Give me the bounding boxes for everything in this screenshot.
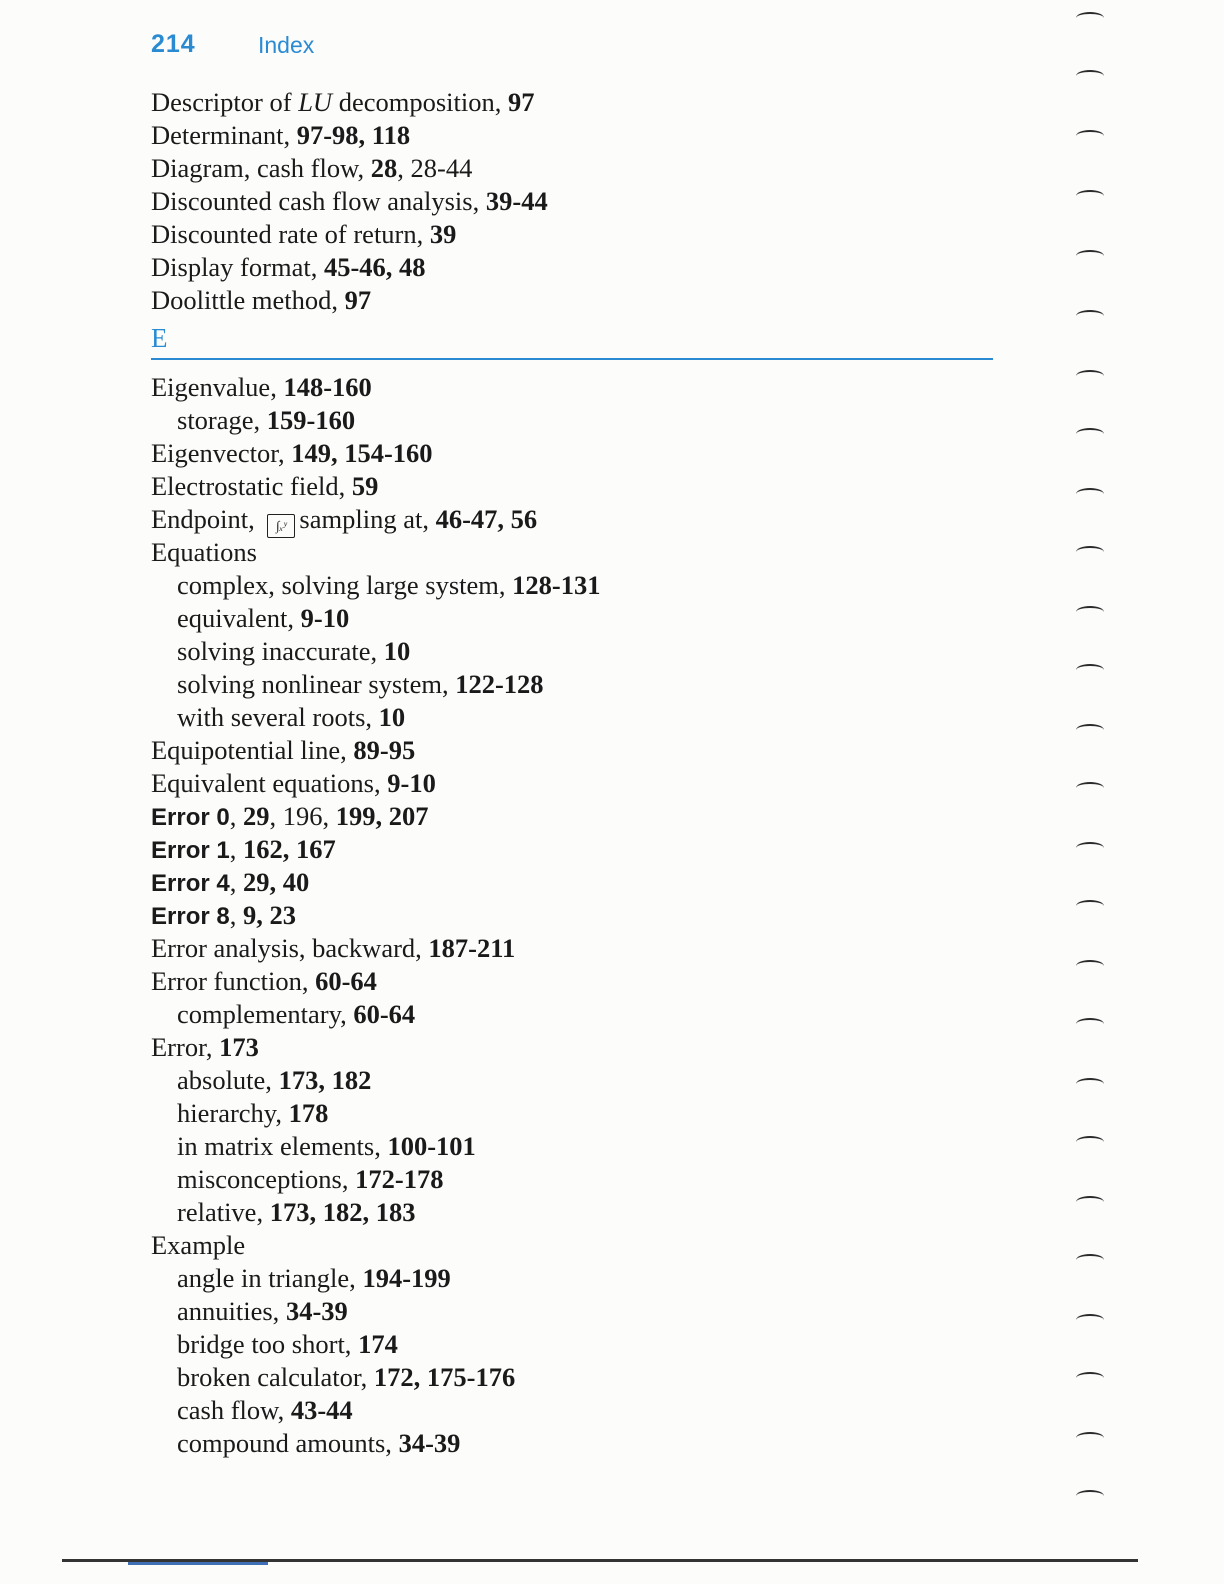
binding-hole-icon <box>1076 724 1104 736</box>
index-subentry <box>151 1295 1011 1328</box>
entry-label: relative, <box>177 1197 270 1227</box>
entry-pages: 199, 207 <box>335 801 429 831</box>
binding-hole-icon <box>1076 428 1104 440</box>
index-subentry <box>151 701 1011 734</box>
entry-label: annuities, <box>177 1296 286 1326</box>
entry-pages-normal: , 196, <box>269 801 336 831</box>
entry-label: Eigenvalue, <box>151 372 284 402</box>
entry-pages: 45-46, 48 <box>323 252 426 282</box>
binding-hole-icon <box>1076 782 1104 794</box>
binding-hole-icon <box>1076 900 1104 912</box>
entry-pages: 100-101 <box>387 1131 476 1161</box>
index-entry <box>151 932 1011 965</box>
index-subentry <box>151 668 1011 701</box>
entry-pages: 173 <box>219 1032 259 1062</box>
binding-hole-icon <box>1076 370 1104 382</box>
entry-pages: 46-47, 56 <box>435 504 538 534</box>
entry-pages: 34-39 <box>285 1296 348 1326</box>
index-subentry <box>151 602 1011 635</box>
entry-separator: , <box>229 867 243 897</box>
entry-pages: 89-95 <box>353 735 416 765</box>
entry-label-italic: LU <box>298 87 333 117</box>
index-entry <box>151 251 1011 284</box>
entry-label: Display format, <box>151 252 324 282</box>
entry-label: misconceptions, <box>177 1164 356 1194</box>
index-subentry <box>151 404 1011 437</box>
entry-pages: 29, 40 <box>242 867 310 897</box>
binding-hole-icon <box>1076 1372 1104 1384</box>
index-entry <box>151 833 1011 866</box>
index-subentry <box>151 635 1011 668</box>
entry-pages: 9-10 <box>300 603 350 633</box>
page-bottom-accent <box>128 1562 268 1565</box>
entry-label: with several roots, <box>177 702 379 732</box>
entry-label: Error analysis, backward, <box>151 933 429 963</box>
entry-label: in matrix elements, <box>177 1131 388 1161</box>
entry-pages: 122-128 <box>455 669 544 699</box>
entry-label: Discounted rate of return, <box>151 219 430 249</box>
entry-pages: 39-44 <box>485 186 548 216</box>
entry-label: Electrostatic field, <box>151 471 352 501</box>
entry-label: equivalent, <box>177 603 301 633</box>
entry-pages: 172, 175-176 <box>373 1362 516 1392</box>
entry-label: compound amounts, <box>177 1428 399 1458</box>
binding-hole-icon <box>1076 1432 1104 1444</box>
entry-pages: 28 <box>370 153 398 183</box>
entry-label: broken calculator, <box>177 1362 374 1392</box>
entry-label: Determinant, <box>151 120 297 150</box>
entry-label: Endpoint, <box>151 504 262 534</box>
binding-hole-icon <box>1076 606 1104 618</box>
entry-pages: 97 <box>508 87 535 117</box>
index-subentry <box>151 1196 1011 1229</box>
index-entry <box>151 371 1011 404</box>
index-subentry <box>151 1394 1011 1427</box>
entry-separator: , <box>229 900 243 930</box>
entry-label: Equivalent equations, <box>151 768 388 798</box>
index-entry <box>151 767 1011 800</box>
index-subentry <box>151 1328 1011 1361</box>
index-entry <box>151 965 1011 998</box>
entry-pages: 59 <box>351 471 379 501</box>
index-subentry <box>151 1427 1011 1460</box>
entry-separator: , <box>229 801 243 831</box>
index-entry <box>151 536 1011 569</box>
entry-pages: 9-10 <box>387 768 436 798</box>
entry-label: cash flow, <box>177 1395 291 1425</box>
index-subentry <box>151 1361 1011 1394</box>
entry-separator: , <box>229 834 243 864</box>
binding-hole-icon <box>1076 842 1104 854</box>
entry-pages: 9, 23 <box>242 900 296 930</box>
binding-hole-icon <box>1076 310 1104 322</box>
index-entry <box>151 899 1011 932</box>
entry-label: solving inaccurate, <box>177 636 384 666</box>
entry-label: Descriptor of <box>151 87 299 117</box>
binding-hole-icon <box>1076 546 1104 558</box>
binding-hole-icon <box>1076 488 1104 500</box>
entry-pages: 60-64 <box>315 966 377 996</box>
entry-label: Diagram, cash flow, <box>151 153 371 183</box>
entry-pages: 97 <box>344 285 372 315</box>
binding-hole-icon <box>1076 960 1104 972</box>
binding-hole-icon <box>1076 1314 1104 1326</box>
entry-pages: 194-199 <box>362 1263 451 1293</box>
index-entry <box>151 119 1011 152</box>
entry-pages-normal: , 28-44 <box>397 153 473 183</box>
entry-label: Doolittle method, <box>151 285 345 315</box>
running-head: Index <box>258 32 315 58</box>
entry-label: absolute, <box>177 1065 279 1095</box>
binding-hole-icon <box>1076 1136 1104 1148</box>
binding-hole-icon <box>1076 12 1104 24</box>
entry-label-error-code: Error 4 <box>151 870 230 897</box>
entry-label-error-code: Error 0 <box>151 804 230 831</box>
entry-label: storage, <box>177 405 267 435</box>
entry-label: bridge too short, <box>177 1329 359 1359</box>
index-subentry <box>151 569 1011 602</box>
index-entry <box>151 437 1011 470</box>
entry-pages: 29 <box>242 801 270 831</box>
index-subentry <box>151 1262 1011 1295</box>
index-entry <box>151 800 1011 833</box>
entry-pages: 187-211 <box>428 933 516 963</box>
integrate-key-icon: ∫ₓʸ <box>267 514 295 538</box>
entry-label: solving nonlinear system, <box>177 669 456 699</box>
binding-hole-icon <box>1076 1018 1104 1030</box>
index-subentry <box>151 1130 1011 1163</box>
entry-pages: 174 <box>358 1329 398 1359</box>
entry-pages: 162, 167 <box>242 834 336 864</box>
entry-pages: 43-44 <box>290 1395 353 1425</box>
index-entry <box>151 284 1011 317</box>
binding-hole-icon <box>1076 1254 1104 1266</box>
entry-pages: 148-160 <box>283 372 372 402</box>
binding-hole-icon <box>1076 70 1104 82</box>
entry-pages: 128-131 <box>512 570 601 600</box>
entry-label-error-code: Error 1 <box>151 837 230 864</box>
entry-pages: 10 <box>383 636 411 666</box>
entry-pages: 39 <box>429 219 457 249</box>
binding-hole-icon <box>1076 250 1104 262</box>
entry-pages: 60-64 <box>353 999 416 1029</box>
index-entry <box>151 185 1011 218</box>
binding-hole-icon <box>1076 1196 1104 1208</box>
index-entry <box>151 1229 1011 1262</box>
index-subentry <box>151 1097 1011 1130</box>
entry-label: hierarchy, <box>177 1098 289 1128</box>
index-entry <box>151 86 1011 119</box>
section-divider <box>151 358 993 360</box>
index-entry <box>151 218 1011 251</box>
entry-pages: 178 <box>288 1098 329 1128</box>
entry-label: Eigenvector, <box>151 438 292 468</box>
binding-hole-icon <box>1076 1078 1104 1090</box>
entry-pages: 159-160 <box>266 405 356 435</box>
index-subentry <box>151 1064 1011 1097</box>
index-entry <box>151 734 1011 767</box>
entry-pages: 173, 182 <box>278 1065 372 1095</box>
binding-hole-icon <box>1076 190 1104 202</box>
entry-pages: 34-39 <box>398 1428 461 1458</box>
index-entry <box>151 152 1011 185</box>
entry-pages: 10 <box>378 702 406 732</box>
entry-label: Equations <box>151 537 257 567</box>
entry-label: Equipotential line, <box>151 735 354 765</box>
section-heading-e <box>151 317 1011 371</box>
page-number: 214 <box>151 30 196 58</box>
entry-label: complementary, <box>177 999 354 1029</box>
binding-hole-icon <box>1076 130 1104 142</box>
entry-label: Error function, <box>151 966 316 996</box>
entry-label-after: decomposition, <box>332 87 508 117</box>
entry-pages: 172-178 <box>355 1164 444 1194</box>
entry-pages: 173, 182, 183 <box>269 1197 416 1227</box>
index-list <box>151 86 1011 1460</box>
index-entry <box>151 1031 1011 1064</box>
entry-label: Example <box>151 1230 246 1260</box>
binding-hole-icon <box>1076 1490 1104 1502</box>
entry-pages: 149, 154-160 <box>291 438 433 468</box>
index-subentry <box>151 1163 1011 1196</box>
entry-label: Error, <box>151 1032 220 1062</box>
entry-label: angle in triangle, <box>177 1263 363 1293</box>
entry-pages: 97-98, 118 <box>296 120 411 150</box>
binding-holes <box>1076 0 1126 1584</box>
index-entry <box>151 866 1011 899</box>
index-entry <box>151 503 1011 536</box>
index-entry <box>151 470 1011 503</box>
binding-hole-icon <box>1076 664 1104 676</box>
section-letter: E <box>151 323 168 353</box>
entry-label-after: sampling at, <box>299 504 436 534</box>
entry-label: complex, solving large system, <box>177 570 513 600</box>
index-subentry <box>151 998 1011 1031</box>
entry-label: Discounted cash flow analysis, <box>151 186 486 216</box>
entry-label-error-code: Error 8 <box>151 903 230 930</box>
